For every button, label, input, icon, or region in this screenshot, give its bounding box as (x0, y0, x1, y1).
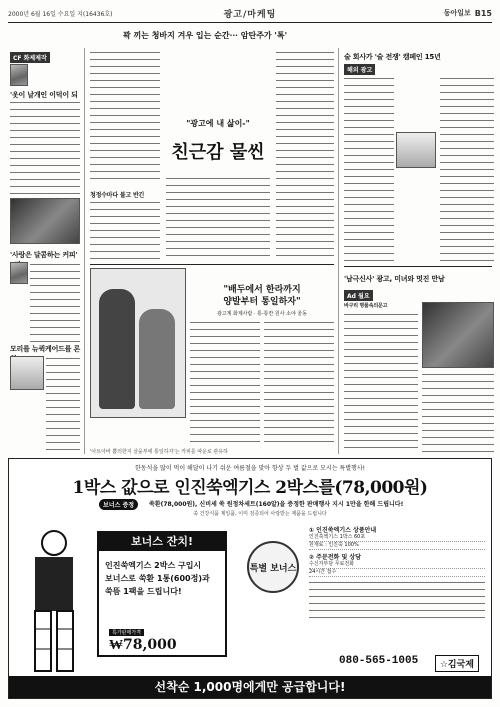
right-body-1 (344, 76, 394, 262)
advertisement (8, 458, 492, 699)
center-body-1 (90, 50, 160, 184)
right-label-2: Ad 월요 (344, 290, 373, 301)
center-body-2 (90, 200, 160, 260)
right-subtitle-2: 바구리 명품속의문고 (344, 303, 388, 309)
ad-info-fineprint (309, 580, 485, 620)
ad-subheadline: 쑥환(78,000원), 신비세 쑥 원정차세트(160알)을 증정한 판매행사 지시 1만을 한해 드립니다! (149, 501, 404, 508)
section-title: 광고/마케팅 (223, 9, 277, 20)
portrait-photo (10, 198, 80, 244)
feature-body-1 (190, 320, 260, 444)
ad-brand-logo: ☆김국제 (435, 655, 479, 672)
center-headline: 친근감 물씬 (171, 142, 265, 163)
publication-name: 동아일보 (443, 9, 471, 17)
center-body-3 (166, 176, 270, 260)
right-title-1: 술 회사가 '술 전쟁' 캠페인 15년 (344, 53, 441, 61)
left-column-title-1: '옷이 날개인 이덕이 되 (10, 91, 78, 99)
left-column-title-3: 모리를 뉴퀵케어드를 론 (10, 345, 81, 353)
ad-info-heading-1: ① 인진쑥엑기스 상품안내 (309, 527, 377, 534)
right-rule (344, 266, 492, 267)
ad-top-line: 한동석을 많이 먹이 해달이 나기 쉬운 여름철을 맞아 항상 두 벌 값으로 모시는 특별행사! (134, 465, 366, 472)
feature-deck: 광고계 화제사람 · 통-통칸 원사 소야 울동 (216, 311, 308, 317)
ad-box-title: 보너스 잔치! (99, 533, 225, 551)
ad-bonus-box (97, 531, 227, 657)
columnist-photo (10, 64, 28, 86)
column-divider-1 (84, 48, 85, 454)
feature-caption: '아트아바 뽐의한지 살을부에 통일하자'는 카피를 따운로 관유하 (90, 449, 228, 455)
right-body-4 (422, 372, 494, 452)
ad-box-line-3: 쑥뜸 1팩을 드립니다! (105, 587, 182, 596)
bonus-seal-icon: 특별 보너스 (247, 541, 299, 593)
figure-right (139, 309, 175, 409)
ad-box-body (105, 559, 210, 598)
right-title-2: '남극신사' 광고, 미녀와 멋진 만남 (344, 275, 445, 283)
ad-bottom-banner: 선착순 1,000명에게만 공급합니다! (9, 676, 491, 698)
column-divider-2 (338, 48, 339, 454)
ad-figure-illustration (21, 525, 87, 675)
product-photo (10, 356, 44, 390)
ad-main-headline: 1박스 값으로 인진쑥엑기스 2박스를(78,000원) (72, 478, 428, 498)
ad-phone-number[interactable]: 080-565-1005 (339, 655, 419, 667)
figure-left (99, 289, 135, 409)
ad-note: 쑥 건강식품 제일품, 이미 검증되어 사랑받는 제품을 드립니다 (193, 511, 327, 517)
ad-info-row: 수신자부담 무료전화 (309, 561, 485, 569)
center-subhead: 청정수마다 불고 반긴 (90, 192, 145, 199)
page-header (8, 6, 492, 20)
ad-bonus-tag: 보너스 증정 (99, 499, 138, 510)
ad-price-label: 특가판매가격 (109, 629, 144, 636)
center-body-4 (276, 50, 334, 260)
ad-info-panel (309, 523, 485, 633)
page-number: B15 (474, 8, 492, 18)
ad-price: ₩78,000 (109, 637, 177, 653)
header-rule (8, 22, 492, 23)
issue-date: 2000년 6월 16일 수요일 지(16436호) (8, 10, 113, 18)
right-photo (422, 302, 494, 368)
feature-body-2 (264, 320, 334, 444)
center-rule (90, 264, 334, 265)
ad-box-line-1: 인진쑥엑기스 2박스 구입시 (105, 561, 202, 570)
author-photo-2 (10, 262, 28, 284)
left-column-body-1 (10, 100, 80, 196)
right-body-3 (344, 312, 418, 452)
right-label-1: 해외 광고 (344, 64, 375, 75)
feature-photo (90, 268, 186, 418)
feature-headline-2: 양발부터 통일하자" (223, 297, 301, 307)
right-body-2 (440, 76, 494, 262)
ad-info-row: 원재료 : 인진쑥 100% (309, 542, 485, 550)
center-kicker: "광고에 내 삶이-" (186, 118, 250, 128)
ad-info-heading-2: ② 주문전화 및 상담 (309, 554, 361, 561)
ad-info-row: 인진쑥엑기스 1박스 60포 (309, 534, 485, 542)
left-column-body-3 (46, 356, 80, 452)
left-column-title-2: '사랑은 달콤하는 커피' (10, 251, 78, 259)
feature-headline-1: "배두에서 한라까지 (223, 285, 301, 295)
left-column-label: CF 화제제작 (10, 52, 50, 63)
left-column-body-2 (30, 262, 80, 342)
ad-box-line-2: 보너스로 쑥환 1통(600정)과 (105, 574, 210, 583)
right-chart-photo (396, 132, 436, 168)
ad-info-row: 24시간 접수 (309, 569, 485, 577)
top-banner-headline: 꽉 끼는 청바지 겨우 입는 순간··· 암탄주가 '톡' (122, 30, 288, 40)
